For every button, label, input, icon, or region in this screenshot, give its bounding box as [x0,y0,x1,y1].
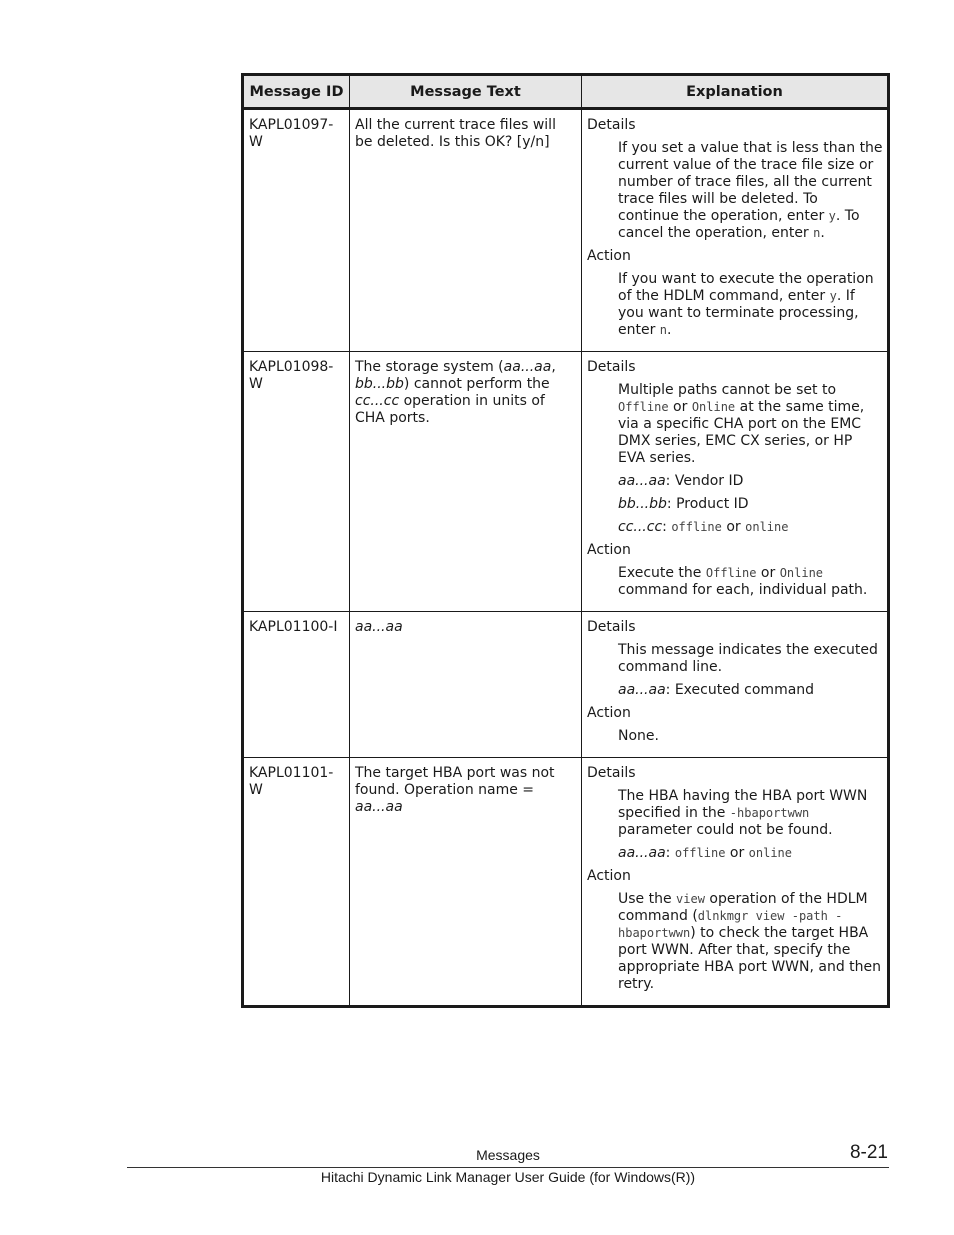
code-text: offline [674,846,726,860]
text-run: or [721,519,746,535]
text-run: Use the [618,891,677,907]
code-text: Online [779,566,824,580]
code-text: n [659,323,668,337]
code-text: Offline [618,400,669,414]
details-paragraph [618,382,883,467]
code-text: online [748,846,793,860]
action-paragraph [618,565,883,599]
message-id-cell: KAPL01101-W [243,758,350,1007]
code-text: y [828,209,836,223]
code-text: dlnkmgr view -path -hbaportwwn [618,909,843,940]
text-run: command for each, individual path. [618,582,868,598]
action-paragraph [618,271,883,339]
footer-section-title: Messages [476,1147,540,1163]
details-paragraph [618,519,883,536]
header-message-id: Message ID [243,75,350,109]
message-id-cell: KAPL01097-W [243,109,350,352]
message-text [355,359,577,427]
message-text [355,619,577,636]
explanation-cell [582,109,889,352]
variable-text: bb...bb [355,376,404,392]
text-run: : Vendor ID [665,473,744,489]
table-row [243,758,889,1007]
text-run: The storage system ( [355,359,504,375]
table-row [243,612,889,758]
code-text: offline [671,520,722,534]
footer-document-title: Hitachi Dynamic Link Manager User Guide (for Windows(R)) [320,1169,696,1185]
message-id-cell: KAPL01098-W [243,352,350,612]
text-run: . To cancel the operation, enter [618,208,860,241]
text-run: , [551,359,556,375]
code-text: n [813,226,821,240]
action-heading: Action [587,868,631,884]
text-run: : [662,519,672,535]
table-header-row [243,75,889,109]
variable-text: aa...aa [618,682,666,698]
text-run: : [665,845,675,861]
text-run: or [668,399,692,415]
code-text: Offline [705,566,757,580]
header-explanation: Explanation [582,75,889,109]
table-row [243,109,889,352]
table-row [243,352,889,612]
action-heading: Action [587,248,631,264]
action-paragraph [618,728,883,745]
text-run: ) cannot perform the [403,376,550,392]
variable-text: aa...aa [355,799,403,815]
message-text [355,765,577,816]
details-paragraph [618,140,883,242]
text-run: . [667,322,672,338]
code-text: view [676,892,705,906]
text-run: parameter could not be found. [618,822,833,838]
message-text-cell [350,109,582,352]
action-heading: Action [587,542,631,558]
text-run: : Product ID [666,496,749,512]
text-run: Multiple paths cannot be set to [618,382,837,398]
footer-divider [127,1167,889,1168]
variable-text: aa...aa [355,619,403,635]
details-heading: Details [587,619,636,635]
details-paragraph [618,473,883,490]
variable-text: aa...aa [618,845,666,861]
code-text: Online [691,400,736,414]
explanation-cell [582,758,889,1007]
page-number: 8-21 [849,1142,888,1163]
text-run: operation of the HDLM command ( [618,891,868,924]
text-run: or [725,845,749,861]
text-run: Execute the [618,565,706,581]
message-id-cell: KAPL01100-I [243,612,350,758]
variable-text: bb...bb [618,496,667,512]
variable-text: cc...cc [355,393,400,409]
message-text-cell [350,352,582,612]
text-run: . [820,225,825,241]
text-run: ) to check the target HBA port WWN. After that, specify the appropriate HBA port WWN, and then retry. [618,925,882,992]
details-paragraph [618,845,883,862]
details-heading: Details [587,765,636,781]
text-run: at the same time, via a specific CHA port on the EMC DMX series, EMC CX series, or HP EVA series. [618,399,865,466]
details-heading: Details [587,117,636,133]
variable-text: aa...aa [618,473,666,489]
variable-text: cc...cc [618,519,663,535]
explanation-cell [582,352,889,612]
details-paragraph [618,788,883,839]
message-text-cell [350,758,582,1007]
table-body [243,109,889,1007]
details-paragraph [618,496,883,513]
code-text: -hbaportwwn [729,806,810,820]
messages-table [241,73,890,1008]
text-run: . If you want to terminate processing, enter [618,288,859,338]
text-run: The HBA having the HBA port WWN specified in the [618,788,868,821]
text-run: operation in units of CHA ports. [355,393,545,426]
text-run: : Executed command [665,682,815,698]
action-heading: Action [587,705,631,721]
text-run: This message indicates the executed command line. [618,642,878,675]
details-paragraph [618,682,883,699]
variable-text: aa...aa [503,359,552,375]
message-text [355,117,577,151]
code-text: online [745,520,789,534]
header-message-text: Message Text [350,75,582,109]
details-paragraph [618,642,883,676]
details-heading: Details [587,359,636,375]
text-run: If you set a value that is less than the current value of the trace file size or number of trace files, all the current trace files will be deleted. To continue the operation, enter [618,140,883,224]
action-paragraph [618,891,883,993]
text-run: All the current trace files will be deleted. Is this OK? [y/n] [355,117,556,150]
text-run: If you want to execute the operation of the HDLM command, enter [618,271,874,304]
text-run: None. [618,728,659,744]
text-run: The target HBA port was not found. Operation name = [355,765,555,798]
text-run: or [756,565,780,581]
explanation-cell [582,612,889,758]
code-text: y [829,289,837,303]
message-text-cell [350,612,582,758]
